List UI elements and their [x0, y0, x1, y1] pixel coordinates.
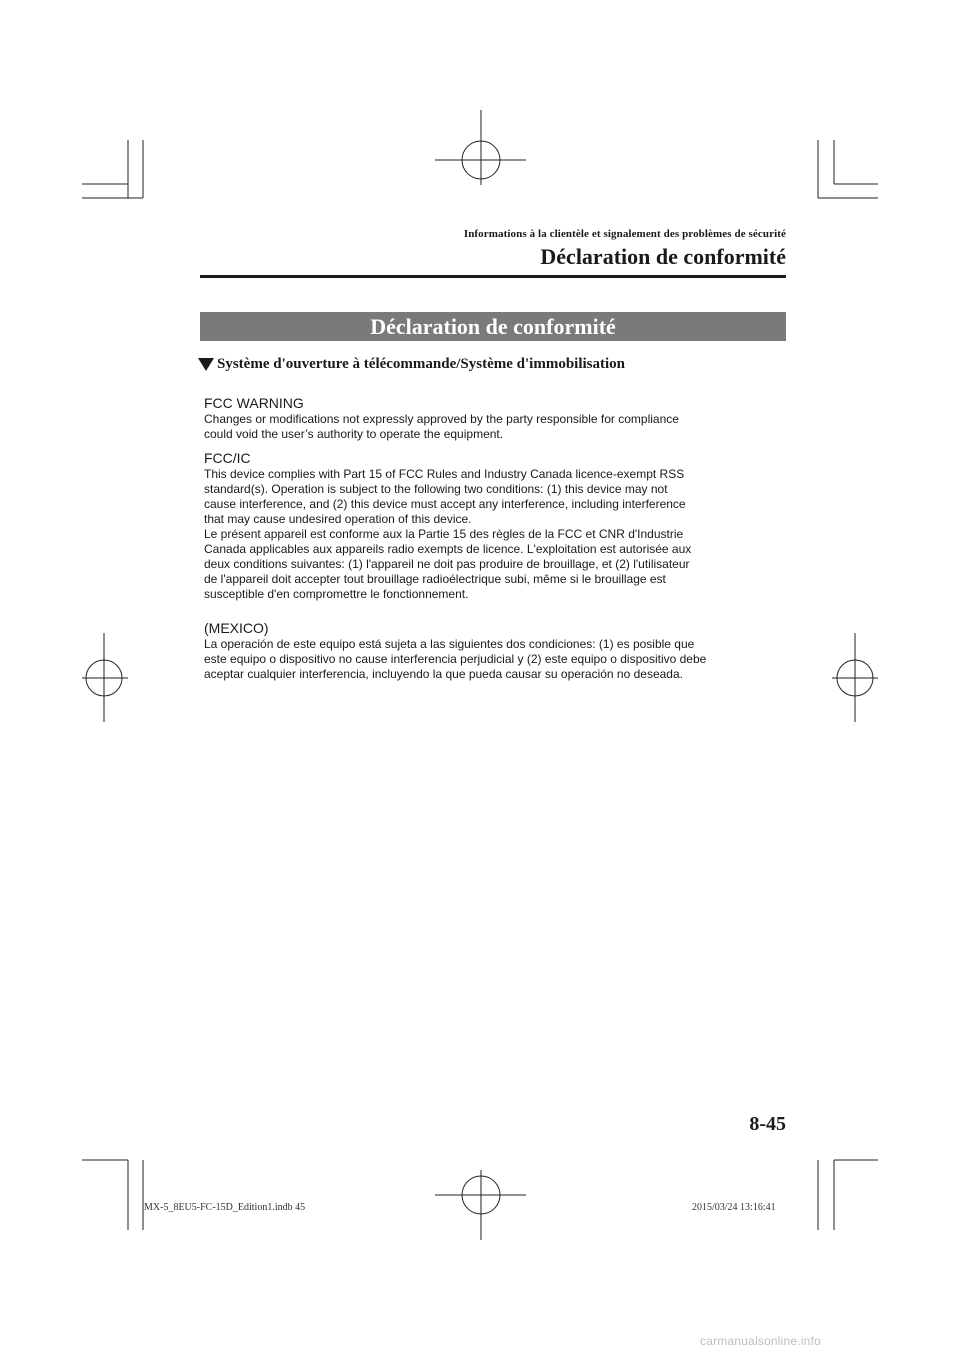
body-line: deux conditions suivantes: (1) l'appareil ne doit pas produire de brouillage, et (2) l'utilisateur — [204, 557, 690, 571]
subheading — [198, 356, 798, 373]
chapter-header: Informations à la clientèle et signalement des problèmes de sécurité — [463, 228, 786, 240]
body-line: Changes or modifications not expressly approved by the party responsible for compliance — [204, 412, 679, 426]
section-fcc-warning — [204, 395, 764, 442]
subheading-text: Système d'ouverture à télécommande/Système d'immobilisation — [217, 356, 626, 372]
footer-file: MX-5_8EU5-FC-15D_Edition1.indb 45 — [144, 1202, 306, 1213]
section-mexico — [204, 620, 764, 682]
body-line: este equipo o dispositivo no cause interferencia perjudicial y (2) este equipo o dispositivo debe — [204, 652, 707, 666]
triangle-bullet-icon — [198, 358, 214, 371]
page-number: 8-45 — [749, 1113, 786, 1135]
section-title: FCC WARNING — [204, 395, 304, 411]
body-line: susceptible d'en compromettre le fonctionnement. — [204, 587, 469, 601]
body-line: could void the user’s authority to operate the equipment. — [204, 427, 504, 441]
body-line: that may cause undesired operation of this device. — [204, 512, 472, 526]
section-fcc-ic — [204, 450, 764, 602]
page-title: Déclaration de conformité — [540, 244, 786, 269]
section-title: (MEXICO) — [204, 620, 269, 636]
body-line: Le présent appareil est conforme aux la Partie 15 des règles de la FCC et CNR d'Industrie — [204, 527, 684, 541]
section-banner: Déclaration de conformité — [200, 312, 786, 341]
footer-timestamp: 2015/03/24 13:16:41 — [692, 1202, 776, 1213]
body-line: de l'appareil doit accepter tout brouillage radioélectrique subi, même si le brouillage est — [204, 572, 666, 586]
body-line: This device complies with Part 15 of FCC Rules and Industry Canada licence-exempt RSS — [204, 467, 685, 481]
body-line: La operación de este equipo está sujeta a las siguientes dos condiciones: (1) es posible que — [204, 637, 695, 651]
body-line: Canada applicables aux appareils radio exempts de licence. L'exploitation est autorisée aux — [204, 542, 692, 556]
section-title: FCC/IC — [204, 450, 251, 466]
body-line: cause interference, and (2) this device must accept any interference, including interference — [204, 497, 686, 511]
body-line: standard(s). Operation is subject to the following two conditions: (1) this device may not — [204, 482, 668, 496]
body-line: aceptar cualquier interferencia, incluyendo la que pueda causar su operación no deseada. — [204, 667, 683, 681]
watermark[interactable]: carmanualsonline.info — [700, 1334, 821, 1348]
header-divider — [200, 275, 786, 278]
